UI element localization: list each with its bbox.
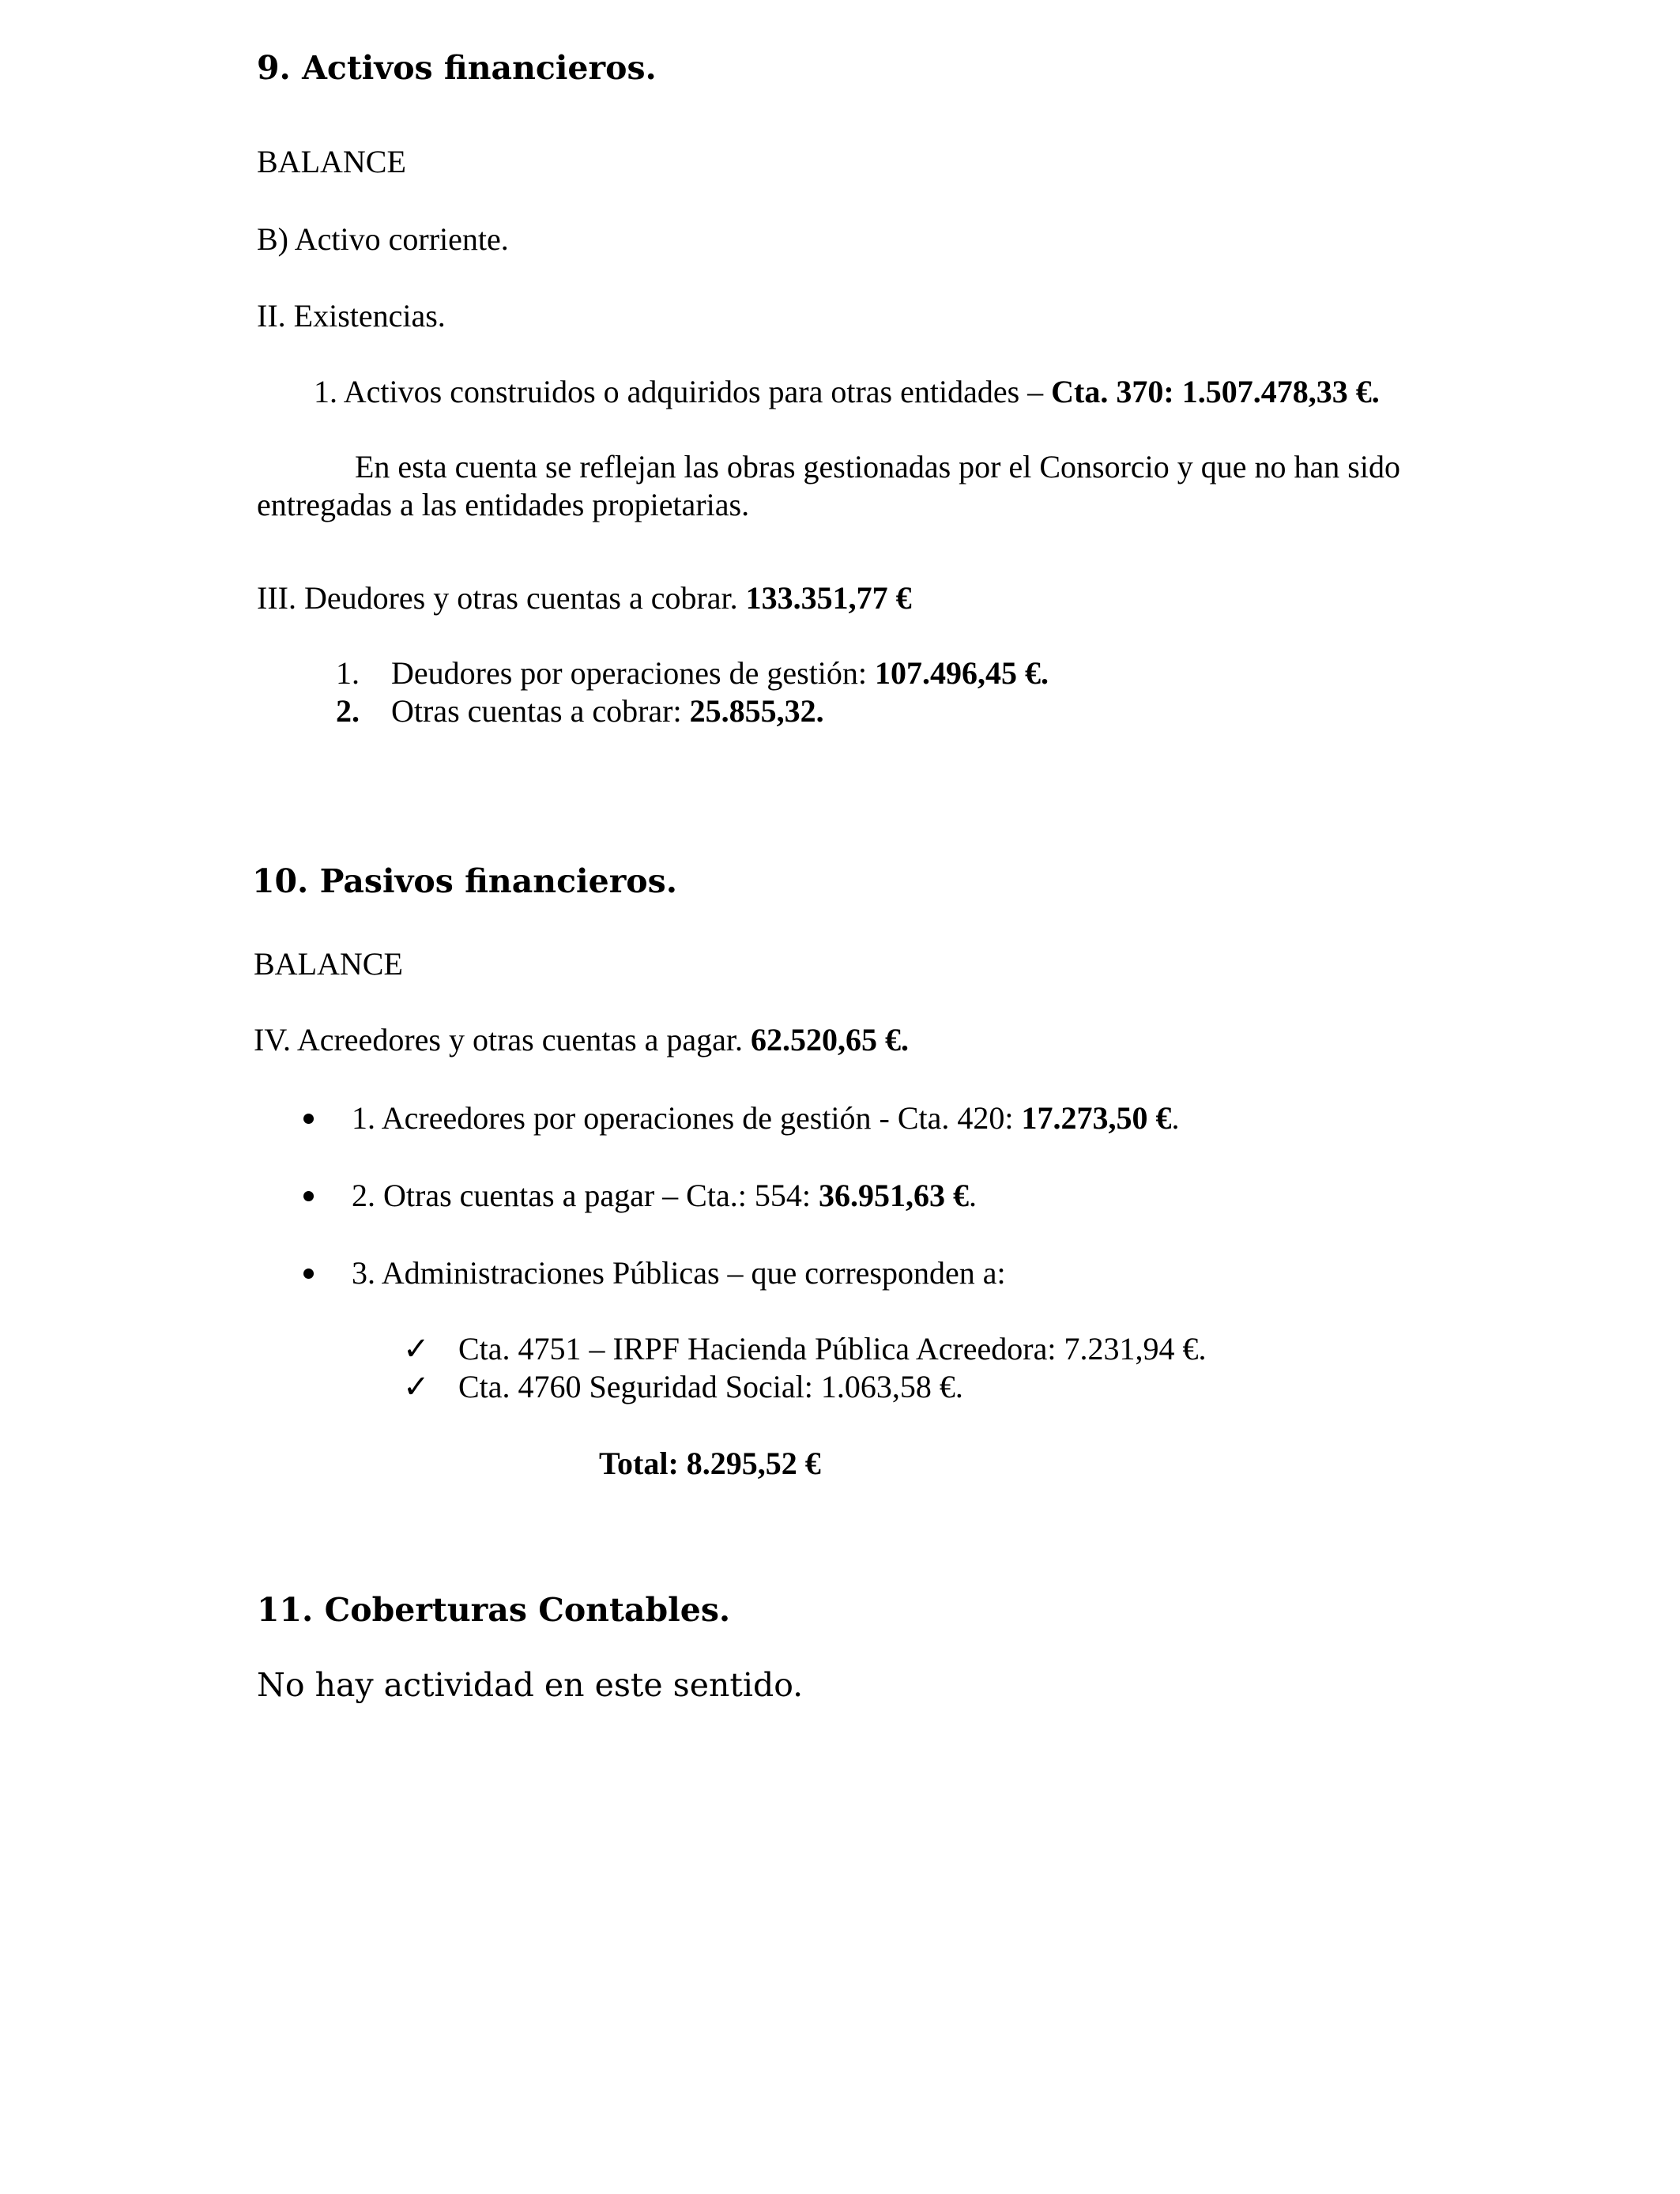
check-item <box>403 1333 1206 1365</box>
paragraph-line-1: En esta cuenta se reflejan las obras gestionadas por el Consorcio y que no han sido <box>355 449 1400 484</box>
deudores-line <box>257 582 912 614</box>
list-item <box>328 693 824 729</box>
check-icon: ✓ <box>403 1331 430 1367</box>
check-item <box>403 1371 963 1403</box>
bullet-item-text: 2. Otras cuentas a pagar – Cta.: 554: <box>352 1178 811 1213</box>
bullet-item <box>352 1257 1006 1289</box>
no-activity-text: No hay actividad en este sentido. <box>257 1666 804 1704</box>
list-item-number: 2. <box>336 693 360 729</box>
balance-label-1: BALANCE <box>257 144 406 179</box>
check-icon: ✓ <box>403 1369 430 1404</box>
bullet-item-tail: . <box>968 1178 977 1213</box>
section-9-heading: 9. Activos financieros. <box>257 49 657 87</box>
check-item-text: Cta. 4760 Seguridad Social: 1.063,58 €. <box>458 1369 963 1404</box>
bullet-icon <box>303 1191 314 1201</box>
deudores-text: III. Deudores y otras cuentas a cobrar. <box>257 580 738 616</box>
list-item-text: Otras cuentas a cobrar: <box>391 693 682 729</box>
existencias-label: II. Existencias. <box>257 298 446 334</box>
list-item-value: 107.496,45 €. <box>875 655 1049 691</box>
existencias-item-1-value: Cta. 370: 1.507.478,33 €. <box>1051 374 1380 409</box>
section-10-heading: 10. Pasivos financieros. <box>252 862 678 900</box>
bullet-item-value: 17.273,50 € <box>1021 1100 1172 1136</box>
bullet-item-tail: . <box>1171 1100 1180 1136</box>
bullet-item-text: 1. Acreedores por operaciones de gestión - Cta. 420: <box>352 1100 1014 1136</box>
bullet-item-text: 3. Administraciones Públicas – que corresponden a: <box>352 1255 1006 1291</box>
bullet-item-value: 36.951,63 € <box>818 1178 969 1213</box>
total-line: Total: 8.295,52 € <box>599 1446 821 1481</box>
list-item-value: 25.855,32. <box>689 693 824 729</box>
acreedores-line <box>254 1024 909 1056</box>
list-item <box>328 655 1049 691</box>
existencias-item-1 <box>314 376 1380 408</box>
bullet-icon <box>303 1269 314 1279</box>
acreedores-text: IV. Acreedores y otras cuentas a pagar. <box>254 1022 744 1057</box>
activo-corriente-label: B) Activo corriente. <box>257 221 509 257</box>
list-item-text: Deudores por operaciones de gestión: <box>391 655 868 691</box>
check-item-text: Cta. 4751 – IRPF Hacienda Pública Acreedora: 7.231,94 €. <box>458 1331 1207 1367</box>
deudores-value: 133.351,77 € <box>745 580 912 616</box>
bullet-icon <box>303 1114 314 1124</box>
balance-label-2: BALANCE <box>254 946 403 982</box>
paragraph-line-2: entregadas a las entidades propietarias. <box>257 487 750 522</box>
section-11-heading: 11. Coberturas Contables. <box>257 1591 731 1629</box>
existencias-item-1-text: 1. Activos construidos o adquiridos para otras entidades – <box>314 374 1044 409</box>
acreedores-value: 62.520,65 €. <box>751 1022 910 1057</box>
bullet-item <box>352 1100 1180 1136</box>
list-item-number: 1. <box>336 655 360 691</box>
bullet-item <box>352 1180 977 1212</box>
